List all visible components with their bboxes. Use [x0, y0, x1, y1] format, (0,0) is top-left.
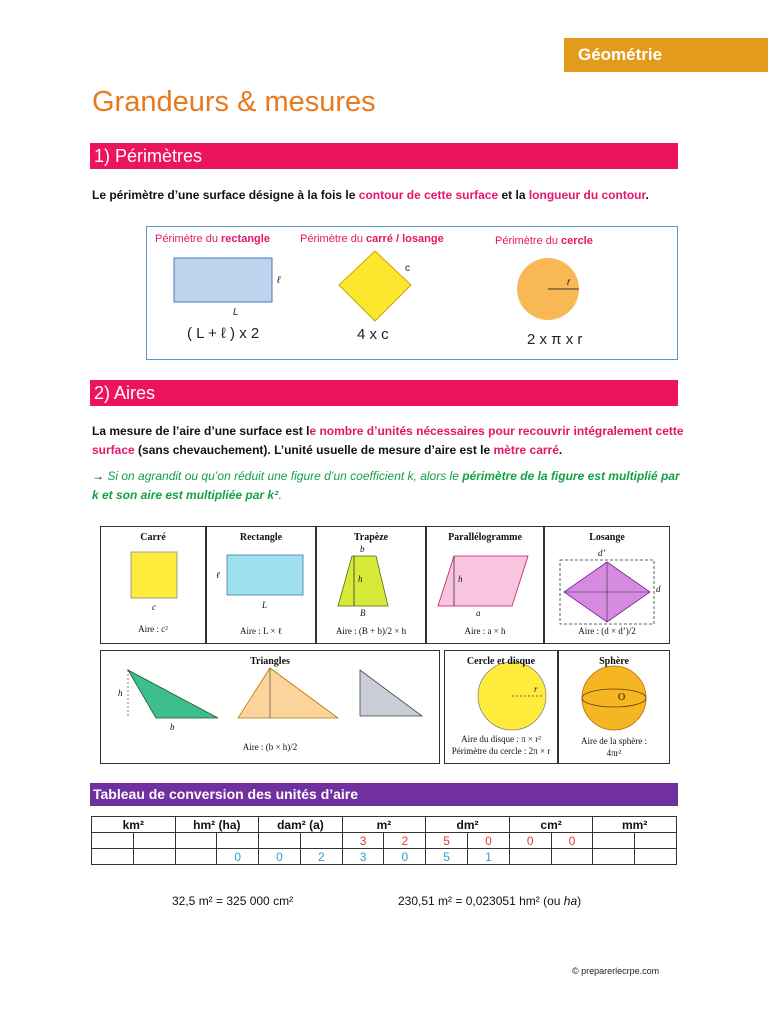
dim-tri-h: h [118, 688, 123, 698]
parallelogramme-shape [438, 556, 528, 606]
rect-length-label: L [233, 307, 239, 318]
cell [551, 849, 593, 865]
conversion-example-2 [398, 894, 581, 908]
cell: 0 [509, 833, 551, 849]
form-sphere-1: Aire de la sphère : [581, 736, 647, 746]
unit-dm2: dm² [426, 817, 510, 833]
trapeze-shape [338, 556, 388, 606]
conversion-table-header: Tableau de conversion des unités d’aire [90, 783, 678, 806]
aire-definition [92, 422, 684, 460]
dim-cercle-r: r [534, 684, 538, 694]
carre-formula: 4 x c [357, 326, 389, 343]
unit-m2: m² [342, 817, 426, 833]
cell: 3 [342, 833, 384, 849]
chapter-tag: Géométrie [564, 38, 768, 72]
triangle-orange-shape [238, 668, 338, 718]
cell [175, 833, 217, 849]
page-title: Grandeurs & mesures [92, 86, 376, 118]
text: (sans chevauchement). L’unité usuelle de mesure d’aire est le [134, 443, 494, 457]
sphere-center-label: O [618, 692, 626, 703]
form-losange: Aire : (d × d’)/2 [578, 626, 636, 636]
cell [593, 833, 635, 849]
text: carré / losange [366, 233, 444, 245]
dim-trap-b: b [360, 544, 365, 554]
name-carre: Carré [140, 532, 166, 543]
cell [175, 849, 217, 865]
dim-los-d2: d [656, 584, 661, 594]
name-rectangle: Rectangle [239, 532, 283, 543]
dim-los-d1: d’ [598, 548, 606, 558]
dim-para-h: h [458, 574, 463, 584]
cell: 0 [468, 833, 510, 849]
text: ) [577, 894, 582, 908]
form-trapeze: Aire : (B + b)/2 × h [335, 626, 407, 636]
name-sphere: Sphère [599, 656, 629, 667]
dim-tri-b: b [170, 722, 175, 732]
text: Le périmètre d’une surface désigne à la fois le [92, 188, 359, 202]
text: rectangle [221, 233, 270, 245]
form-parallelogramme: Aire : a × h [464, 626, 506, 636]
copyright-footer: © preparerlecrpe.com [572, 966, 660, 976]
section-aires-header: 2) Aires [90, 380, 678, 406]
table-header-row [92, 817, 677, 833]
cell [593, 849, 635, 865]
highlight-nombre-unites: e nombre d’unités nécessaires pour recouvrir intégralement cette surface [92, 424, 684, 457]
cell [92, 849, 134, 865]
text: 230,51 m² = 0,023051 hm² (ou [398, 894, 564, 908]
arrow-icon: → [92, 469, 104, 483]
dim-rect-l: ℓ [216, 570, 220, 580]
cell: 3 [342, 849, 384, 865]
cell: 0 [551, 833, 593, 849]
form-rectangle: Aire : L × ℓ [239, 626, 283, 636]
text: cercle [561, 235, 593, 247]
text: ha [563, 894, 578, 908]
unit-mm2: mm² [593, 817, 677, 833]
section-perimetres-header: 1) Périmètres [90, 143, 678, 169]
cell: 5 [426, 833, 468, 849]
name-triangles: Triangles [250, 656, 290, 667]
table-row [92, 833, 677, 849]
text: . [278, 488, 282, 502]
conversion-table [91, 816, 677, 865]
text: périmètre de la figure est multiplié par k et son aire est multipliée par k² [92, 469, 680, 502]
cell [133, 849, 175, 865]
rect-width-label: ℓ [277, 275, 281, 286]
form-perimetre-cercle: Périmètre du cercle : 2π × r [451, 746, 551, 756]
cell [635, 849, 677, 865]
cell: 0 [217, 849, 259, 865]
name-parallelogramme: Parallélogramme [448, 532, 522, 543]
dim-trap-h: h [358, 574, 363, 584]
cell [133, 833, 175, 849]
highlight-metre-carre: mètre carré [493, 443, 559, 457]
perimeter-figures-box [146, 226, 678, 360]
cell: 2 [300, 849, 342, 865]
cell [300, 833, 342, 849]
square-rotated-shape [339, 251, 411, 321]
dim-para-a: a [476, 608, 481, 618]
cell [509, 849, 551, 865]
text: . [558, 443, 563, 457]
unit-hm2: hm² (ha) [175, 817, 259, 833]
dim-trap-B: B [360, 608, 366, 618]
aires-figures-panel [98, 522, 674, 766]
form-carre: Aire : c² [138, 624, 168, 634]
cell [635, 833, 677, 849]
cercle-radius-label: r [567, 277, 571, 288]
cell [259, 833, 301, 849]
highlight-longueur: longueur du contour [528, 188, 646, 202]
name-cercle: Cercle et disque [466, 656, 536, 667]
triangle-grey-shape [360, 670, 422, 716]
perimetre-definition [92, 186, 684, 205]
form-disque: Aire du disque : π × r² [461, 734, 541, 744]
cercle-formula: 2 x π x r [527, 331, 583, 348]
table-row [92, 849, 677, 865]
rectangle-shape [174, 258, 272, 302]
cell: 0 [384, 849, 426, 865]
text: La mesure de l’aire d’une surface est l [92, 424, 310, 438]
triangle-green-shape [128, 670, 218, 718]
conversion-example-1: 32,5 m² = 325 000 cm² [172, 894, 294, 908]
agrandissement-note [92, 467, 684, 505]
dim-carre: c [152, 602, 156, 612]
name-trapeze: Trapèze [353, 532, 389, 543]
text: Périmètre du [300, 233, 367, 245]
dim-rect-L: L [262, 600, 268, 610]
text: et la [498, 188, 529, 202]
text: . [645, 188, 649, 202]
area-shapes [98, 522, 674, 766]
cell [92, 833, 134, 849]
unit-dam2: dam² (a) [259, 817, 343, 833]
text: Périmètre du [155, 233, 222, 245]
unit-km2: km² [92, 817, 176, 833]
cell: 0 [259, 849, 301, 865]
cell: 5 [426, 849, 468, 865]
sphere-shape [582, 666, 646, 730]
cell: 1 [468, 849, 510, 865]
carre-side-label: c [405, 263, 410, 274]
rect-formula: ( L + ℓ ) x 2 [187, 325, 260, 342]
form-triangles: Aire : (b × h)/2 [242, 742, 298, 752]
name-losange: Losange [589, 532, 625, 543]
highlight-contour: contour de cette surface [358, 188, 499, 202]
cell: 2 [384, 833, 426, 849]
text: Périmètre du [495, 235, 562, 247]
rectangle-shape [227, 555, 303, 595]
carre-shape [131, 552, 177, 598]
form-sphere-2: 4πr² [606, 748, 622, 758]
text: Si on agrandit ou qu’on réduit une figure d’un coefficient k, alors le [104, 469, 463, 483]
cell [217, 833, 259, 849]
unit-cm2: cm² [509, 817, 593, 833]
